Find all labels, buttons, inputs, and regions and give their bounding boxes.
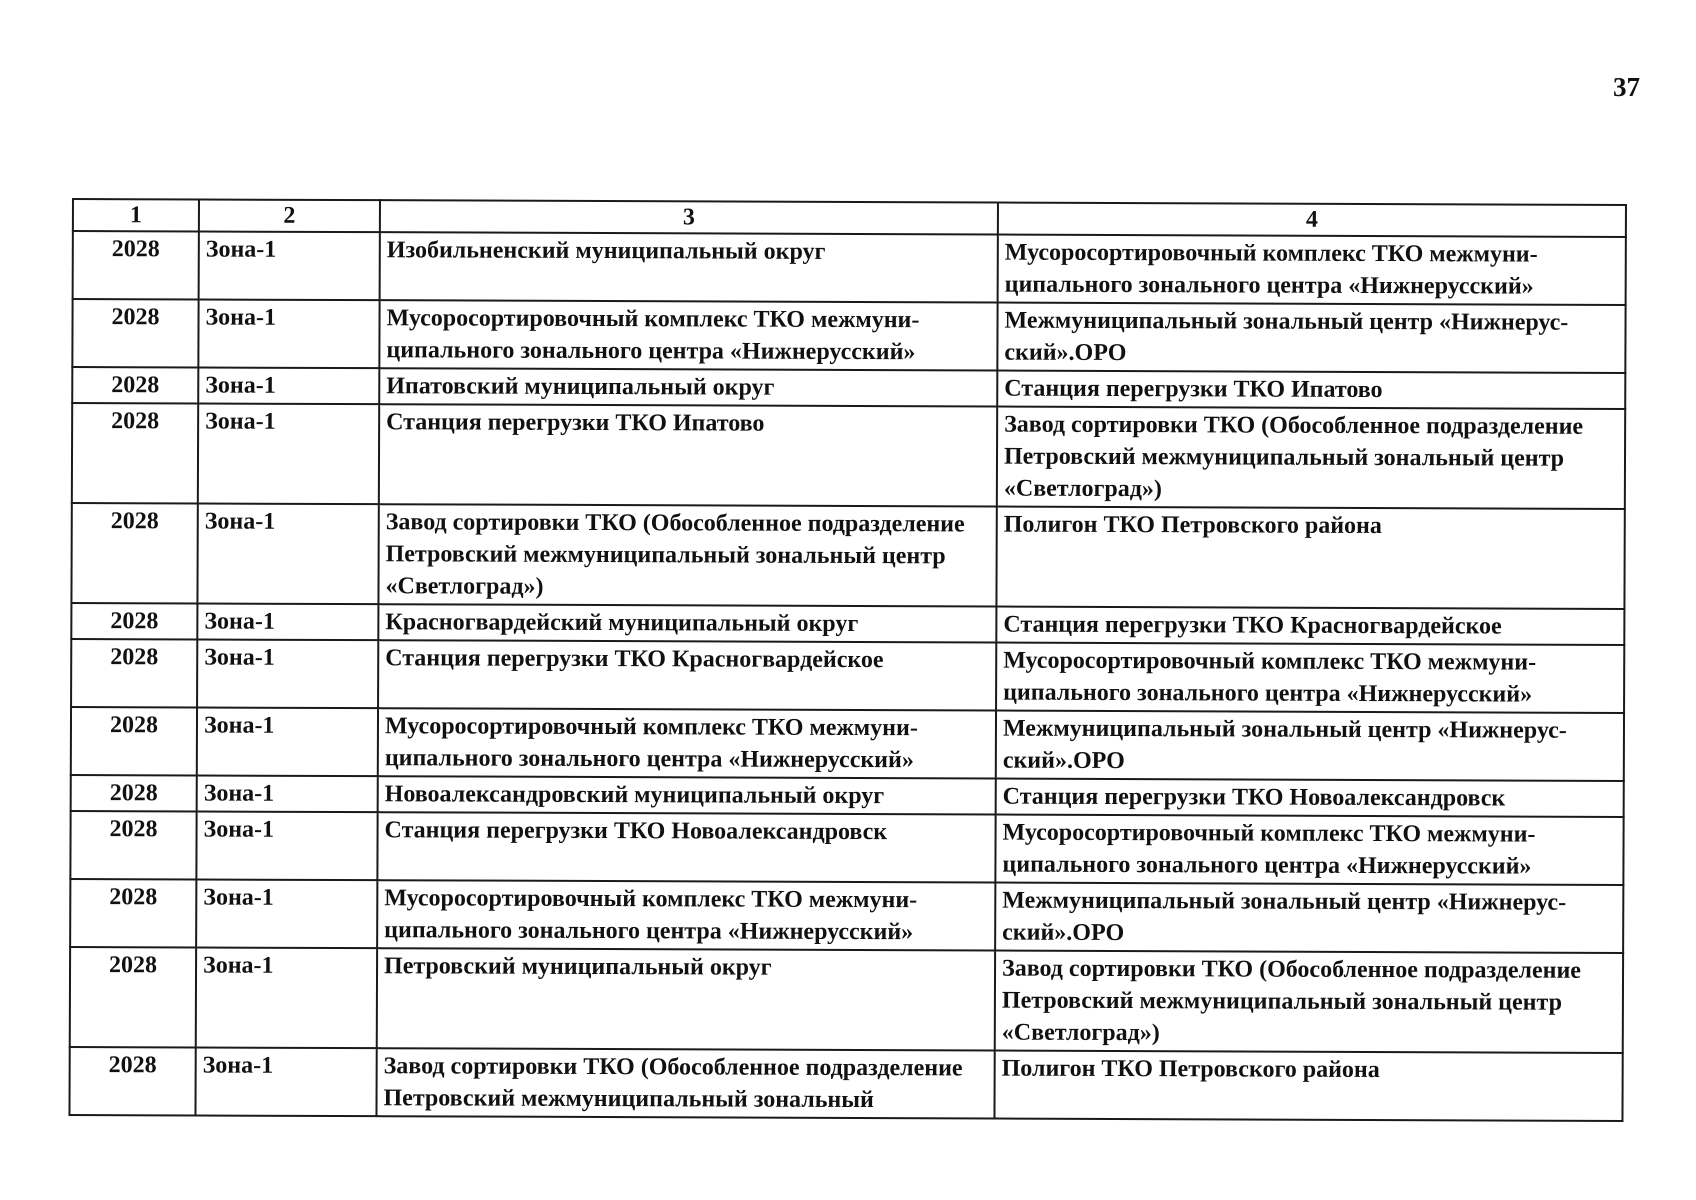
source-cell: Изобильненский муниципальный округ xyxy=(380,232,998,302)
zone-cell: Зона-1 xyxy=(198,403,379,504)
table-row xyxy=(71,707,1624,781)
year-cell: 2028 xyxy=(70,811,196,879)
source-cell: Станция перегрузки ТКО Красногвардейское xyxy=(378,640,996,710)
table-row xyxy=(70,879,1623,953)
year-cell: 2028 xyxy=(71,503,197,603)
source-cell: Мусоросортировочный комплекс ТКО межмуниципального зонального центра «Нижнерусский» xyxy=(379,300,997,370)
destination-cell: Станция перегрузки ТКО Новоалександровск xyxy=(996,779,1624,817)
destination-cell: Межмуниципальный зональный центр «Нижнерусский».ОРО xyxy=(995,883,1623,953)
transport-scheme-table xyxy=(68,198,1627,1122)
year-cell: 2028 xyxy=(70,947,196,1047)
destination-cell: Мусоросортировочный комплекс ТКО межмуниципального зонального центра «Нижнерусский» xyxy=(995,815,1623,885)
source-cell: Завод сортировки ТКО (Обособленное подразделение Петровский межмуниципальный зональный центр «Светлоград») xyxy=(378,504,996,606)
year-cell: 2028 xyxy=(71,775,197,811)
column-header-4: 4 xyxy=(998,203,1626,237)
zone-cell: Зона-1 xyxy=(197,603,378,640)
table-body xyxy=(69,231,1625,1121)
source-cell: Станция перегрузки ТКО Ипатово xyxy=(379,404,997,506)
table-row xyxy=(71,775,1624,817)
table-row xyxy=(71,639,1624,713)
zone-cell: Зона-1 xyxy=(197,775,378,812)
year-cell: 2028 xyxy=(70,879,196,947)
table-row xyxy=(71,603,1624,645)
year-cell: 2028 xyxy=(72,403,198,503)
destination-cell: Мусоросортировочный комплекс ТКО межмуниципального зонального центра «Нижнерусский» xyxy=(996,643,1624,713)
zone-cell: Зона-1 xyxy=(197,503,378,604)
destination-cell: Полигон ТКО Петровского района xyxy=(994,1051,1622,1121)
column-header-1: 1 xyxy=(73,199,199,231)
zone-cell: Зона-1 xyxy=(196,811,377,880)
table-row xyxy=(72,299,1625,373)
source-cell: Станция перегрузки ТКО Новоалександровск xyxy=(377,812,995,882)
source-cell: Петровский муниципальный округ xyxy=(377,948,995,1050)
destination-cell: Мусоросортировочный комплекс ТКО межмуниципального зонального центра «Нижнерусский» xyxy=(998,235,1626,305)
source-cell: Ипатовский муниципальный округ xyxy=(379,368,997,406)
year-cell: 2028 xyxy=(72,367,198,403)
year-cell: 2028 xyxy=(73,231,199,299)
page-number: 37 xyxy=(1613,72,1640,102)
table-row xyxy=(72,403,1625,509)
source-cell: Завод сортировки ТКО (Обособленное подразделение Петровский межмуниципальный зональный xyxy=(376,1048,994,1118)
zone-cell: Зона-1 xyxy=(196,879,377,948)
table-row xyxy=(70,811,1623,885)
zone-cell: Зона-1 xyxy=(195,1047,376,1116)
table-row xyxy=(73,231,1626,305)
source-cell: Мусоросортировочный комплекс ТКО межмуниципального зонального центра «Нижнерусский» xyxy=(378,708,996,778)
year-cell: 2028 xyxy=(71,707,197,775)
destination-cell: Станция перегрузки ТКО Красногвардейское xyxy=(996,607,1624,645)
source-cell: Новоалександровский муниципальный округ xyxy=(378,776,996,814)
zone-cell: Зона-1 xyxy=(198,299,379,368)
destination-cell: Полигон ТКО Петровского района xyxy=(996,507,1624,609)
year-cell: 2028 xyxy=(71,603,197,639)
table-row xyxy=(71,503,1624,609)
destination-cell: Станция перегрузки ТКО Ипатово xyxy=(997,371,1625,409)
table-row xyxy=(69,1047,1622,1121)
zone-cell: Зона-1 xyxy=(199,231,380,300)
table-row xyxy=(72,367,1625,409)
destination-cell: Завод сортировки ТКО (Обособленное подразделение Петровский межмуниципальный зональный центр «Светлоград») xyxy=(995,951,1623,1053)
zone-cell: Зона-1 xyxy=(197,639,378,708)
source-cell: Красногвардейский муниципальный округ xyxy=(378,604,996,642)
destination-cell: Завод сортировки ТКО (Обособленное подразделение Петровский межмуниципальный зональный центр «Светлоград») xyxy=(997,407,1625,509)
year-cell: 2028 xyxy=(72,299,198,367)
column-header-3: 3 xyxy=(380,200,998,234)
zone-cell: Зона-1 xyxy=(198,367,379,404)
year-cell: 2028 xyxy=(69,1047,195,1115)
year-cell: 2028 xyxy=(71,639,197,707)
destination-cell: Межмуниципальный зональный центр «Нижнерусский».ОРО xyxy=(996,711,1624,781)
zone-cell: Зона-1 xyxy=(196,947,377,1048)
table-row xyxy=(70,947,1623,1053)
zone-cell: Зона-1 xyxy=(197,707,378,776)
source-cell: Мусоросортировочный комплекс ТКО межмуниципального зонального центра «Нижнерусский» xyxy=(377,880,995,950)
destination-cell: Межмуниципальный зональный центр «Нижнерусский».ОРО xyxy=(997,303,1625,373)
column-header-2: 2 xyxy=(199,199,380,232)
